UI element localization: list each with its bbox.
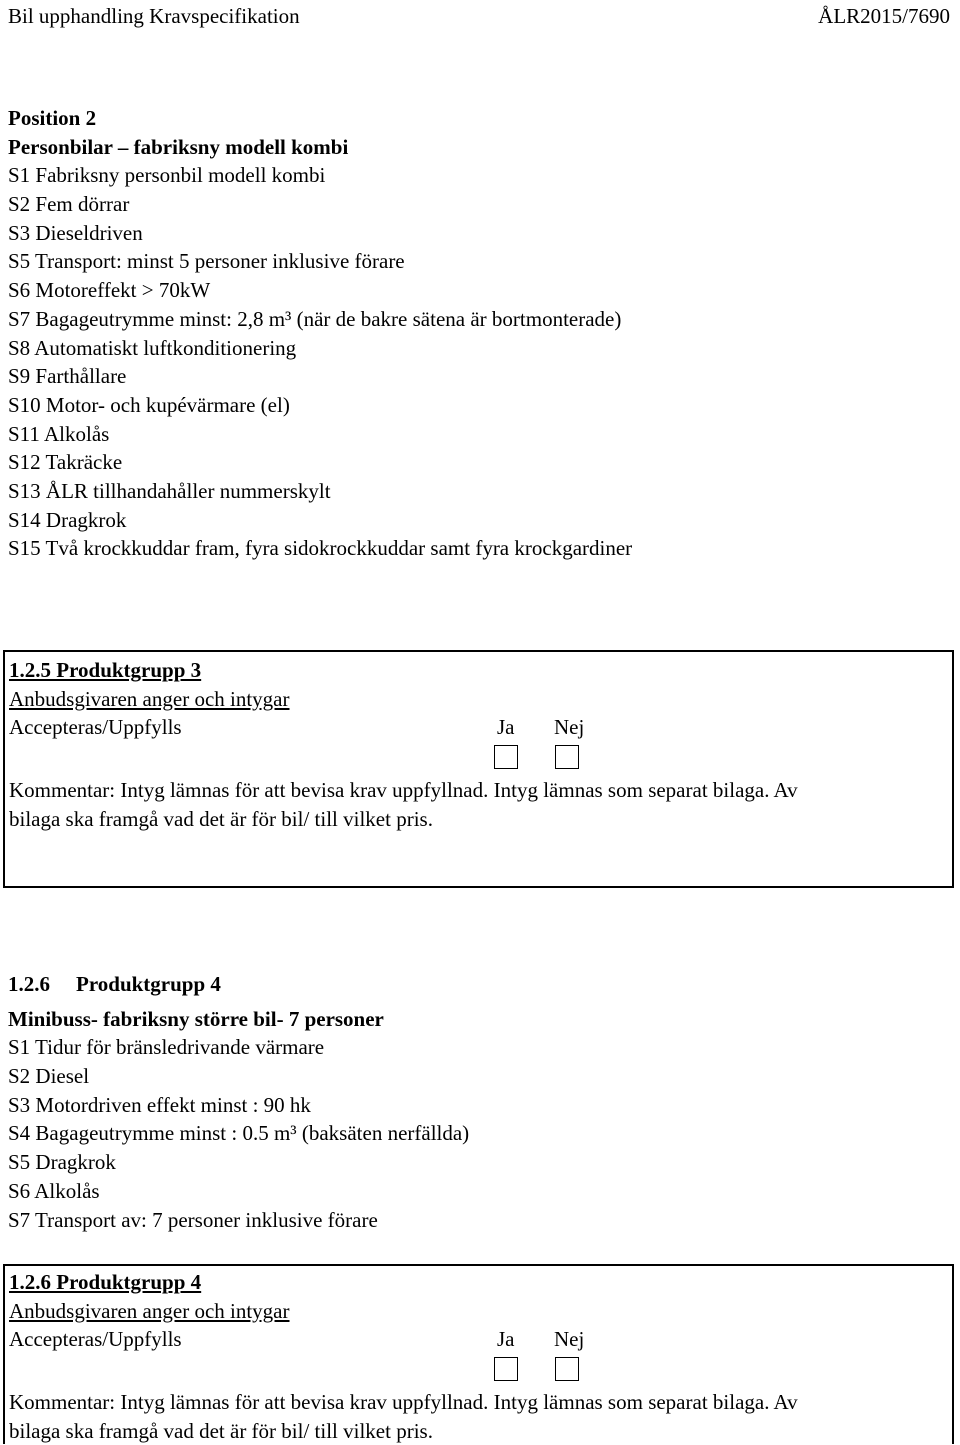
comment-line: Kommentar: Intyg lämnas för att bevisa krav uppfyllnad. Intyg lämnas som separat bilaga. Av bbox=[9, 778, 798, 803]
product-group-3-form bbox=[3, 650, 954, 888]
product-group-4-form bbox=[3, 1264, 954, 1444]
group-title: Produktgrupp 4 bbox=[76, 972, 221, 996]
ja-label: Ja bbox=[497, 715, 515, 740]
form-intro: Anbudsgivaren anger och intygar bbox=[9, 686, 290, 711]
form-title: 1.2.5 Produktgrupp 3 bbox=[9, 658, 202, 682]
ja-label: Ja bbox=[497, 1327, 515, 1352]
requirement-item: S1 Fabriksny personbil modell kombi bbox=[8, 163, 326, 188]
requirement-item: S7 Bagageutrymme minst: 2,8 m³ (när de bakre sätena är bortmonterade) bbox=[8, 306, 622, 331]
requirement-item: S6 Motoreffekt > 70kW bbox=[8, 278, 211, 303]
requirement-item: S3 Dieseldriven bbox=[8, 220, 143, 245]
requirement-item: S1 Tidur för bränsledrivande värmare bbox=[8, 1035, 325, 1060]
accept-label: Accepteras/Uppfylls bbox=[9, 1327, 182, 1352]
requirement-item: S11 Alkolås bbox=[8, 421, 110, 446]
form-intro: Anbudsgivaren anger och intygar bbox=[9, 1298, 290, 1323]
comment-line: bilaga ska framgå vad det är för bil/ till vilket pris. bbox=[9, 1418, 433, 1443]
product-group-4-section bbox=[8, 970, 948, 1234]
requirement-item: S14 Dragkrok bbox=[8, 507, 127, 532]
nej-checkbox[interactable] bbox=[555, 745, 579, 769]
nej-label: Nej bbox=[554, 1327, 585, 1352]
position-2-section bbox=[8, 104, 948, 563]
requirement-item: S2 Fem dörrar bbox=[8, 192, 130, 217]
group-heading bbox=[8, 970, 948, 999]
requirement-item: S8 Automatiskt luftkonditionering bbox=[8, 335, 297, 360]
requirement-item: S9 Farthållare bbox=[8, 364, 127, 389]
requirement-item: S4 Bagageutrymme minst : 0.5 m³ (baksäten nerfällda) bbox=[8, 1121, 470, 1146]
requirement-item: S3 Motordriven effekt minst : 90 hk bbox=[8, 1092, 311, 1117]
document-reference: ÅLR2015/7690 bbox=[818, 4, 950, 28]
requirement-item: S6 Alkolås bbox=[8, 1178, 100, 1203]
position-heading: Position 2 bbox=[8, 106, 97, 130]
requirement-item: S7 Transport av: 7 personer inklusive förare bbox=[8, 1207, 378, 1232]
accept-label: Accepteras/Uppfylls bbox=[9, 715, 182, 740]
comment-line: bilaga ska framgå vad det är för bil/ till vilket pris. bbox=[9, 806, 433, 831]
nej-checkbox[interactable] bbox=[555, 1357, 579, 1381]
requirement-item: S13 ÅLR tillhandahåller nummerskylt bbox=[8, 478, 331, 503]
requirement-item: S5 Transport: minst 5 personer inklusive förare bbox=[8, 249, 405, 274]
nej-label: Nej bbox=[554, 715, 585, 740]
checkbox-row bbox=[9, 742, 948, 776]
page-header bbox=[8, 4, 950, 32]
document-title: Bil upphandling Kravspecifikation bbox=[8, 4, 300, 28]
ja-checkbox[interactable] bbox=[494, 745, 518, 769]
position-subheading: Personbilar – fabriksny modell kombi bbox=[8, 134, 349, 159]
requirement-item: S10 Motor- och kupévärmare (el) bbox=[8, 392, 290, 417]
requirement-item: S12 Takräcke bbox=[8, 450, 123, 475]
comment-line: Kommentar: Intyg lämnas för att bevisa krav uppfyllnad. Intyg lämnas som separat bilaga. Av bbox=[9, 1390, 798, 1415]
requirement-item: S2 Diesel bbox=[8, 1064, 90, 1089]
form-title: 1.2.6 Produktgrupp 4 bbox=[9, 1270, 202, 1294]
group-subheading: Minibuss- fabriksny större bil- 7 personer bbox=[8, 1006, 384, 1031]
checkbox-row bbox=[9, 1354, 948, 1388]
requirement-item: S5 Dragkrok bbox=[8, 1150, 116, 1175]
accept-row bbox=[9, 713, 948, 742]
accept-row bbox=[9, 1325, 948, 1354]
requirement-item: S15 Två krockkuddar fram, fyra sidokrockkuddar samt fyra krockgardiner bbox=[8, 536, 633, 561]
ja-checkbox[interactable] bbox=[494, 1357, 518, 1381]
group-number: 1.2.6 bbox=[8, 972, 50, 996]
